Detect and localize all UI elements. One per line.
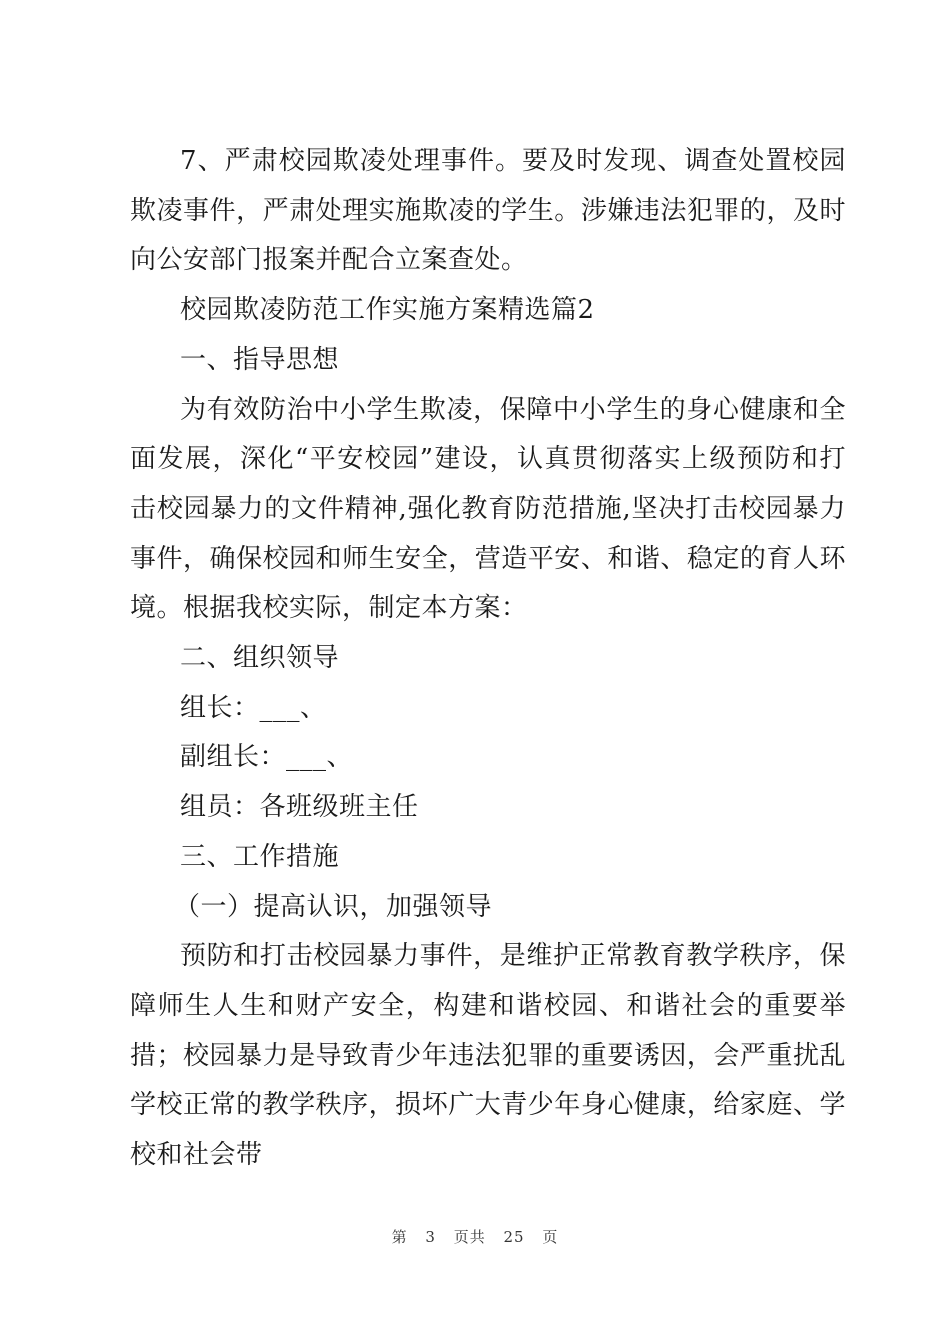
team-members: 组员：各班级班主任 [180,792,419,823]
section-title: 校园欺凌防范工作实施方案精选篇2 [180,295,595,326]
footer-total-pages: 25 [503,1228,525,1246]
paragraph-prevention: 预防和打击校园暴力事件，是维护正常教育教学秩序，保障师生人生和财产安全，构建和谐校园、和谐社会的重要举措；校园暴力是导致青少年违法犯罪的重要诱因，会严重扰乱学校正常的教学秩序，损坏广大青少年身心健康，给家庭、学校和社会带 [130,941,846,1171]
footer-middle: 页共 [453,1228,486,1246]
page-footer [0,1226,950,1247]
paragraph-item-7: 7、严肃校园欺凌处理事件。要及时发现、调查处置校园欺凌事件，严肃处理实施欺凌的学生。涉嫌违法犯罪的，及时向公安部门报案并配合立案查处。 [130,146,846,276]
footer-suffix: 页 [542,1228,559,1246]
heading-organization: 二、组织领导 [180,643,340,674]
subheading-raise-awareness: （一）提高认识，加强领导 [174,891,493,922]
deputy-team-leader: 副组长：___、 [180,742,354,773]
team-leader: 组长：___、 [180,692,327,723]
footer-prefix: 第 [391,1228,408,1246]
paragraph-guiding-ideology: 为有效防治中小学生欺凌，保障中小学生的身心健康和全面发展，深化“平安校园”建设，认真贯彻落实上级预防和打击校园暴力的文件精神,强化教育防范措施,坚决打击校园暴力事件，确保校园和师生安全，营造平安、和谐、稳定的育人环境。根据我校实际，制定本方案： [130,394,846,624]
footer-page-number: 3 [425,1228,436,1246]
document-body [130,137,846,1181]
heading-work-measures: 三、工作措施 [180,841,340,872]
heading-guiding-ideology: 一、指导思想 [180,344,340,375]
